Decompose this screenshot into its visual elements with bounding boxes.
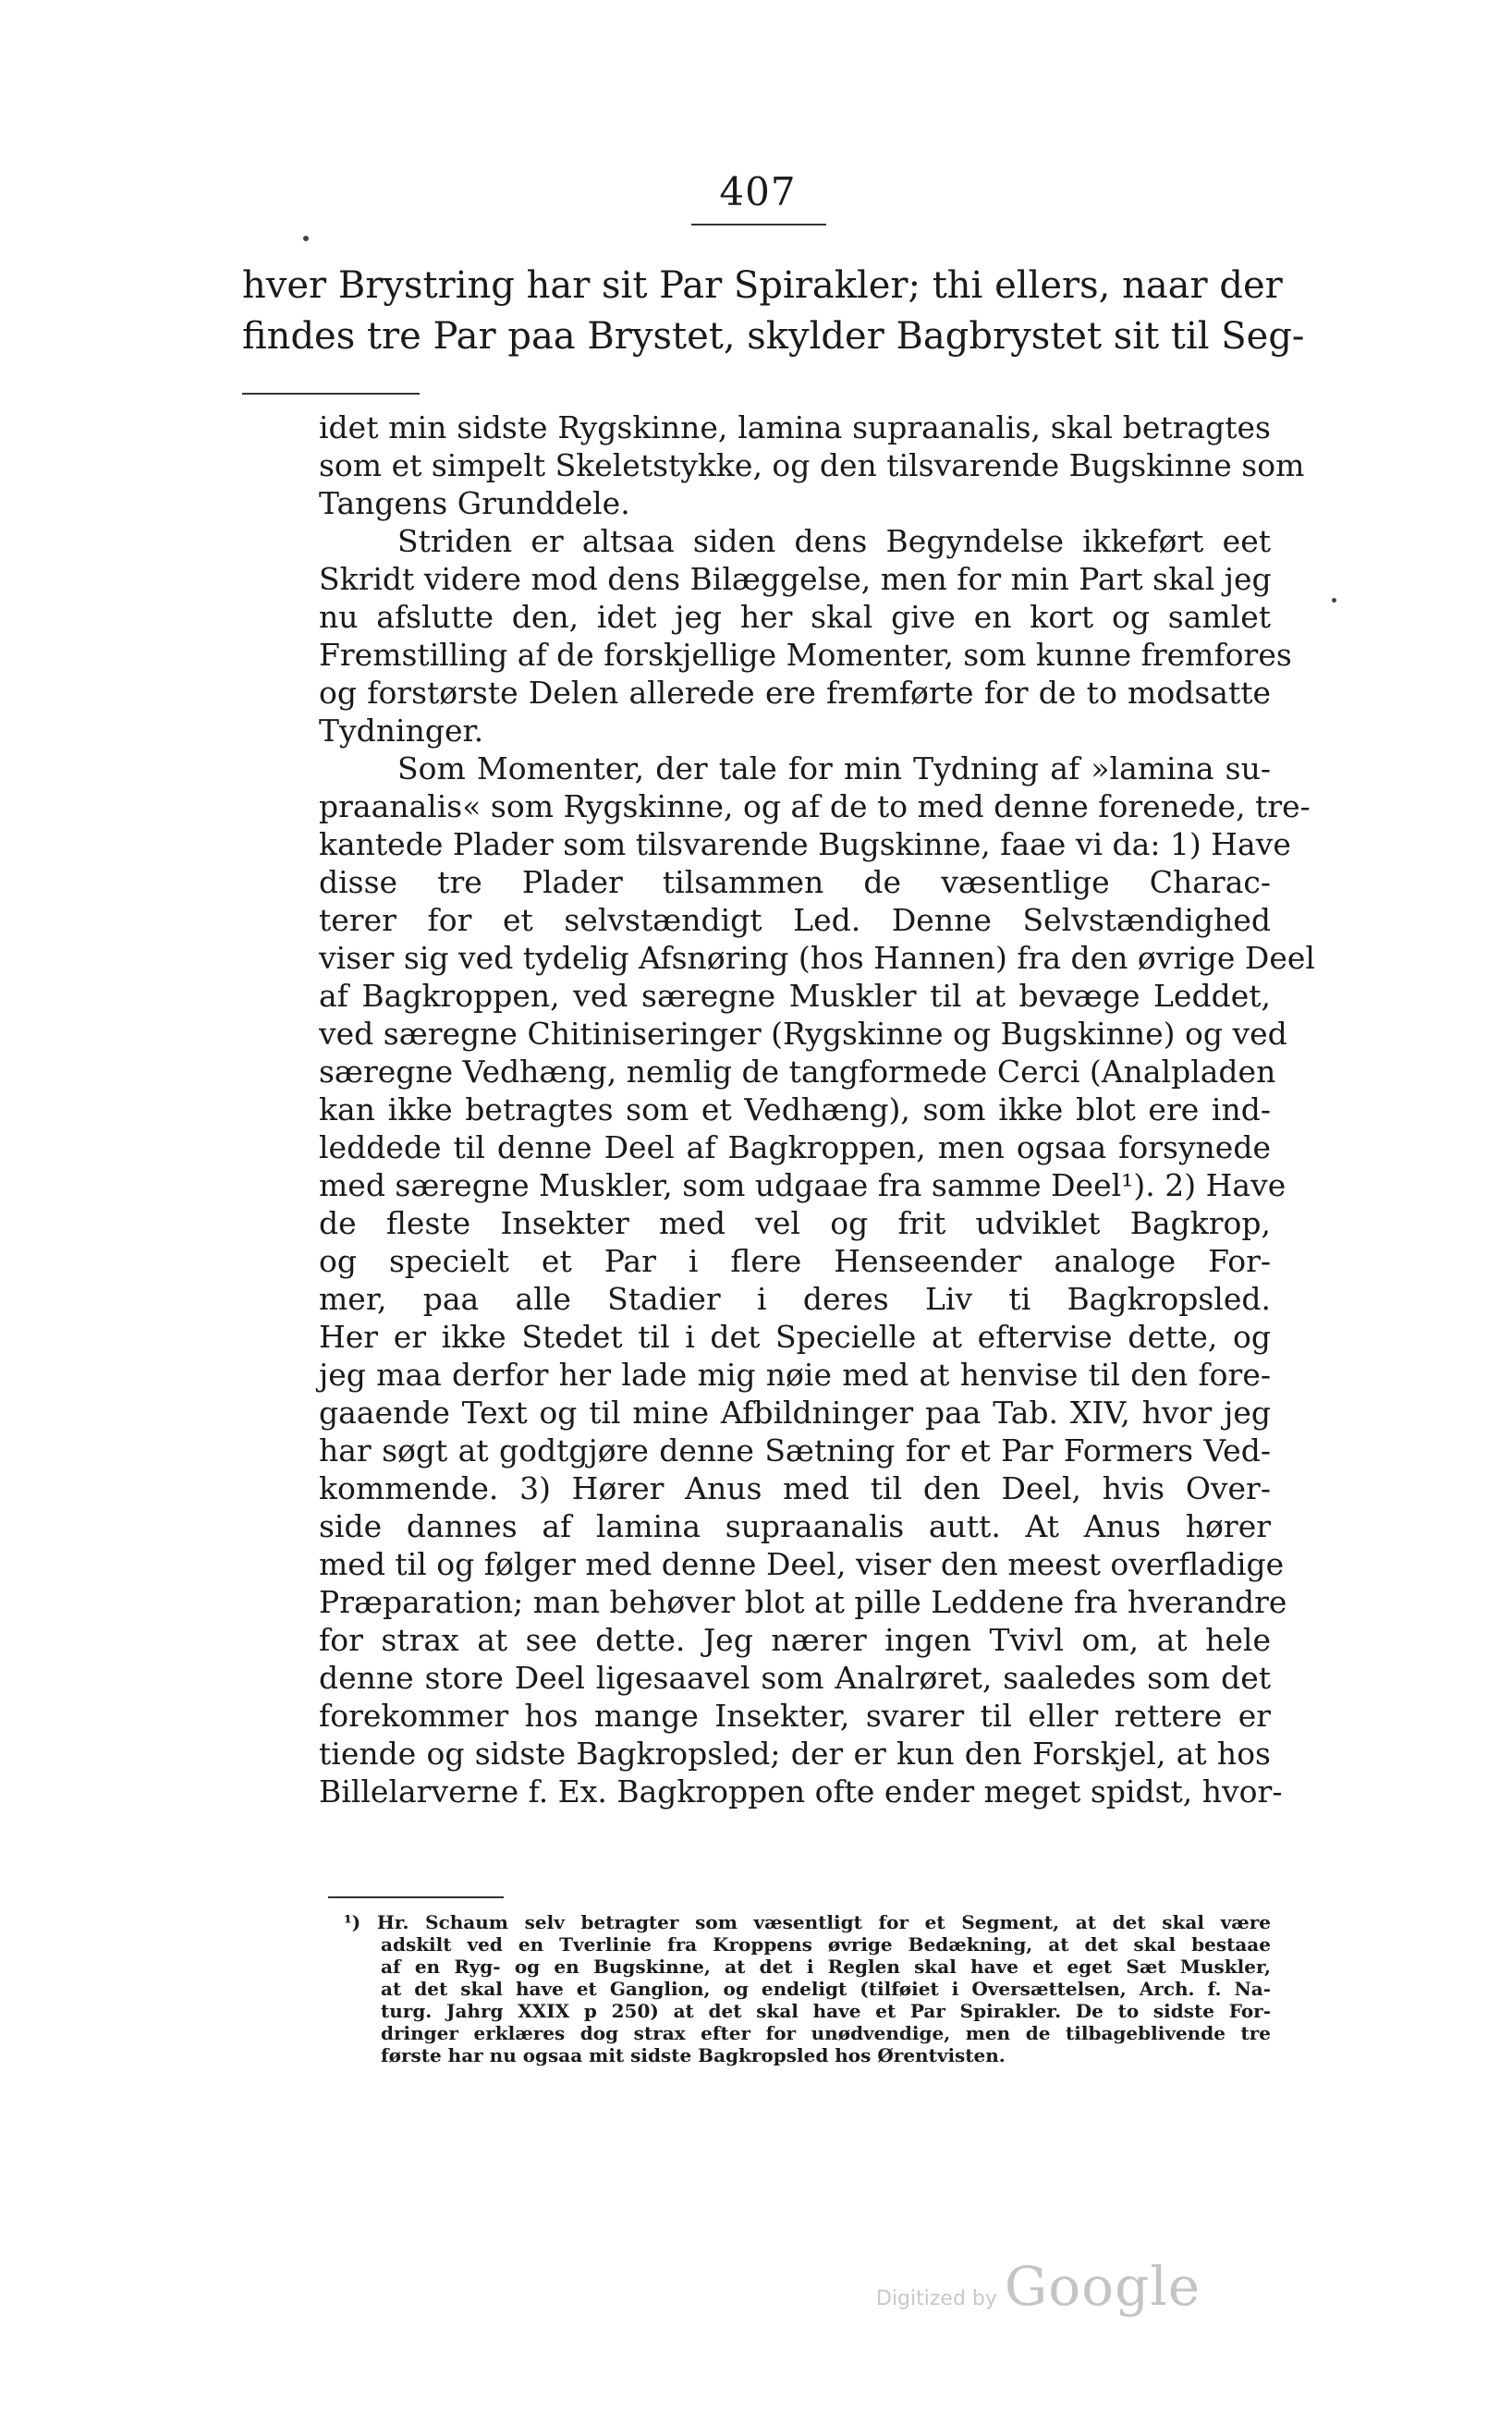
- body-line: leddede til denne Deel af Bagkroppen, men ogsaa forsynede: [319, 1129, 1271, 1165]
- body-line: viser sig ved tydelig Afsnøring (hos Hannen) fra den øvrige Deel: [319, 940, 1315, 976]
- page-number-rule: [691, 224, 826, 225]
- body-line: idet min sidste Rygskinne, lamina supraanalis, skal betragtes: [319, 409, 1271, 445]
- body-line: denne store Deel ligesaavel som Analrøret, saaledes som det: [319, 1660, 1271, 1696]
- watermark-digitized-by: Digitized by: [876, 2287, 997, 2310]
- body-line: særegne Vedhæng, nemlig de tangformede Cerci (Analpladen: [319, 1054, 1276, 1090]
- body-line: Tangens Grunddele.: [319, 485, 630, 521]
- watermark: [876, 2255, 1201, 2318]
- body-line: har søgt at godtgjøre denne Sætning for et Par Formers Ved-: [319, 1432, 1271, 1469]
- body-line: kantede Plader som tilsvarende Bugskinne, faae vi da: 1) Have: [319, 826, 1291, 862]
- footnote-rule: [328, 1896, 504, 1898]
- body-line: jeg maa derfor her lade mig nøie med at henvise til den fore-: [319, 1357, 1271, 1393]
- footnote-line: af en Ryg- og en Bugskinne, at det i Reglen skal have et eget Sæt Muskler,: [381, 1956, 1271, 1978]
- body-line: de fleste Insekter med vel og frit udviklet Bagkrop,: [319, 1205, 1271, 1241]
- body-line: kommende. 3) Hører Anus med til den Deel, hvis Over-: [319, 1470, 1271, 1506]
- body-line: disse tre Plader tilsammen de væsentlige Charac-: [319, 864, 1271, 900]
- footnote-line: at det skal have et Ganglion, og endeligt (tilføiet i Oversættelsen, Arch. f. Na-: [381, 1978, 1271, 2000]
- body-line: som et simpelt Skeletstykke, og den tilsvarende Bugskinne som: [319, 447, 1305, 483]
- body-line: tiende og sidste Bagkropsled; der er kun den Forskjel, at hos: [319, 1736, 1271, 1772]
- body-line: og specielt et Par i flere Henseender analoge For-: [319, 1243, 1271, 1279]
- body-line: Striden er altsaa siden dens Begyndelse ikkeført eet: [397, 523, 1271, 559]
- body-line: Tydninger.: [319, 713, 484, 749]
- body-line: for strax at see dette. Jeg nærer ingen Tvivl om, at hele: [319, 1622, 1271, 1658]
- body-line: side dannes af lamina supraanalis autt. At Anus hører: [319, 1508, 1271, 1544]
- stray-mark: [1332, 598, 1336, 603]
- body-line: mer, paa alle Stadier i deres Liv ti Bagkropsled.: [319, 1281, 1271, 1317]
- body-line: forekommer hos mange Insekter, svarer til eller rettere er: [319, 1698, 1271, 1734]
- section-rule: [242, 393, 420, 395]
- body-line: med til og følger med denne Deel, viser den meest overfladige: [319, 1546, 1285, 1582]
- footnote-line: dringer erklæres dog strax efter for unødvendige, men de tilbageblivende tre: [381, 2022, 1271, 2044]
- body-line: Skridt videre mod dens Bilæggelse, men for min Part skal jeg: [319, 561, 1272, 597]
- body-line: Fremstilling af de forskjellige Momenter, som kunne fremfores: [319, 637, 1292, 673]
- body-text: [319, 408, 1315, 1810]
- body-line: praanalis« som Rygskinne, og af de to med denne forenede, tre-: [319, 788, 1311, 824]
- footnote-line: ¹) Hr. Schaum selv betragter som væsentligt for et Segment, at det skal være: [344, 1911, 1271, 1933]
- body-line: terer for et selvstændigt Led. Denne Selvstændighed: [319, 902, 1271, 938]
- body-line: med særegne Muskler, som udgaae fra samme Deel¹). 2) Have: [319, 1167, 1286, 1203]
- footnotes: [344, 1911, 1271, 2066]
- continuation-line: findes tre Par paa Brystet, skylder Bagbrystet sit til Seg-: [242, 315, 1305, 358]
- body-line: gaaende Text og til mine Afbildninger paa Tab. XIV, hvor jeg: [319, 1395, 1271, 1431]
- stray-mark: [303, 236, 309, 241]
- page-number: 407: [719, 169, 797, 214]
- body-line: nu afslutte den, idet jeg her skal give en kort og samlet: [319, 599, 1271, 635]
- body-line: Her er ikke Stedet til i det Specielle at eftervise dette, og: [319, 1319, 1271, 1355]
- footnote-line: første har nu ogsaa mit sidste Bagkropsled hos Ørentvisten.: [381, 2044, 1006, 2066]
- google-logo: Google: [1004, 2255, 1201, 2318]
- body-line: Præparation; man behøver blot at pille Leddene fra hverandre: [319, 1584, 1287, 1620]
- footnote-line: adskilt ved en Tverlinie fra Kroppens øvrige Bedækning, at det skal bestaae: [381, 1933, 1271, 1956]
- body-line: og forstørste Delen allerede ere fremførte for de to modsatte: [319, 675, 1271, 711]
- body-line: Som Momenter, der tale for min Tydning af »lamina su-: [397, 750, 1271, 786]
- continuation-text: [242, 261, 1305, 362]
- body-line: ved særegne Chitiniseringer (Rygskinne og Bugskinne) og ved: [319, 1016, 1287, 1052]
- body-line: af Bagkroppen, ved særegne Muskler til at bevæge Leddet,: [319, 978, 1271, 1014]
- body-line: Billelarverne f. Ex. Bagkroppen ofte ender meget spidst, hvor-: [319, 1773, 1283, 1810]
- body-line: kan ikke betragtes som et Vedhæng), som ikke blot ere ind-: [319, 1091, 1271, 1127]
- continuation-line: hver Brystring har sit Par Spirakler; thi ellers, naar der: [242, 264, 1283, 307]
- footnote-line: turg. Jahrg XXIX p 250) at det skal have et Par Spirakler. De to sidste For-: [381, 2000, 1271, 2022]
